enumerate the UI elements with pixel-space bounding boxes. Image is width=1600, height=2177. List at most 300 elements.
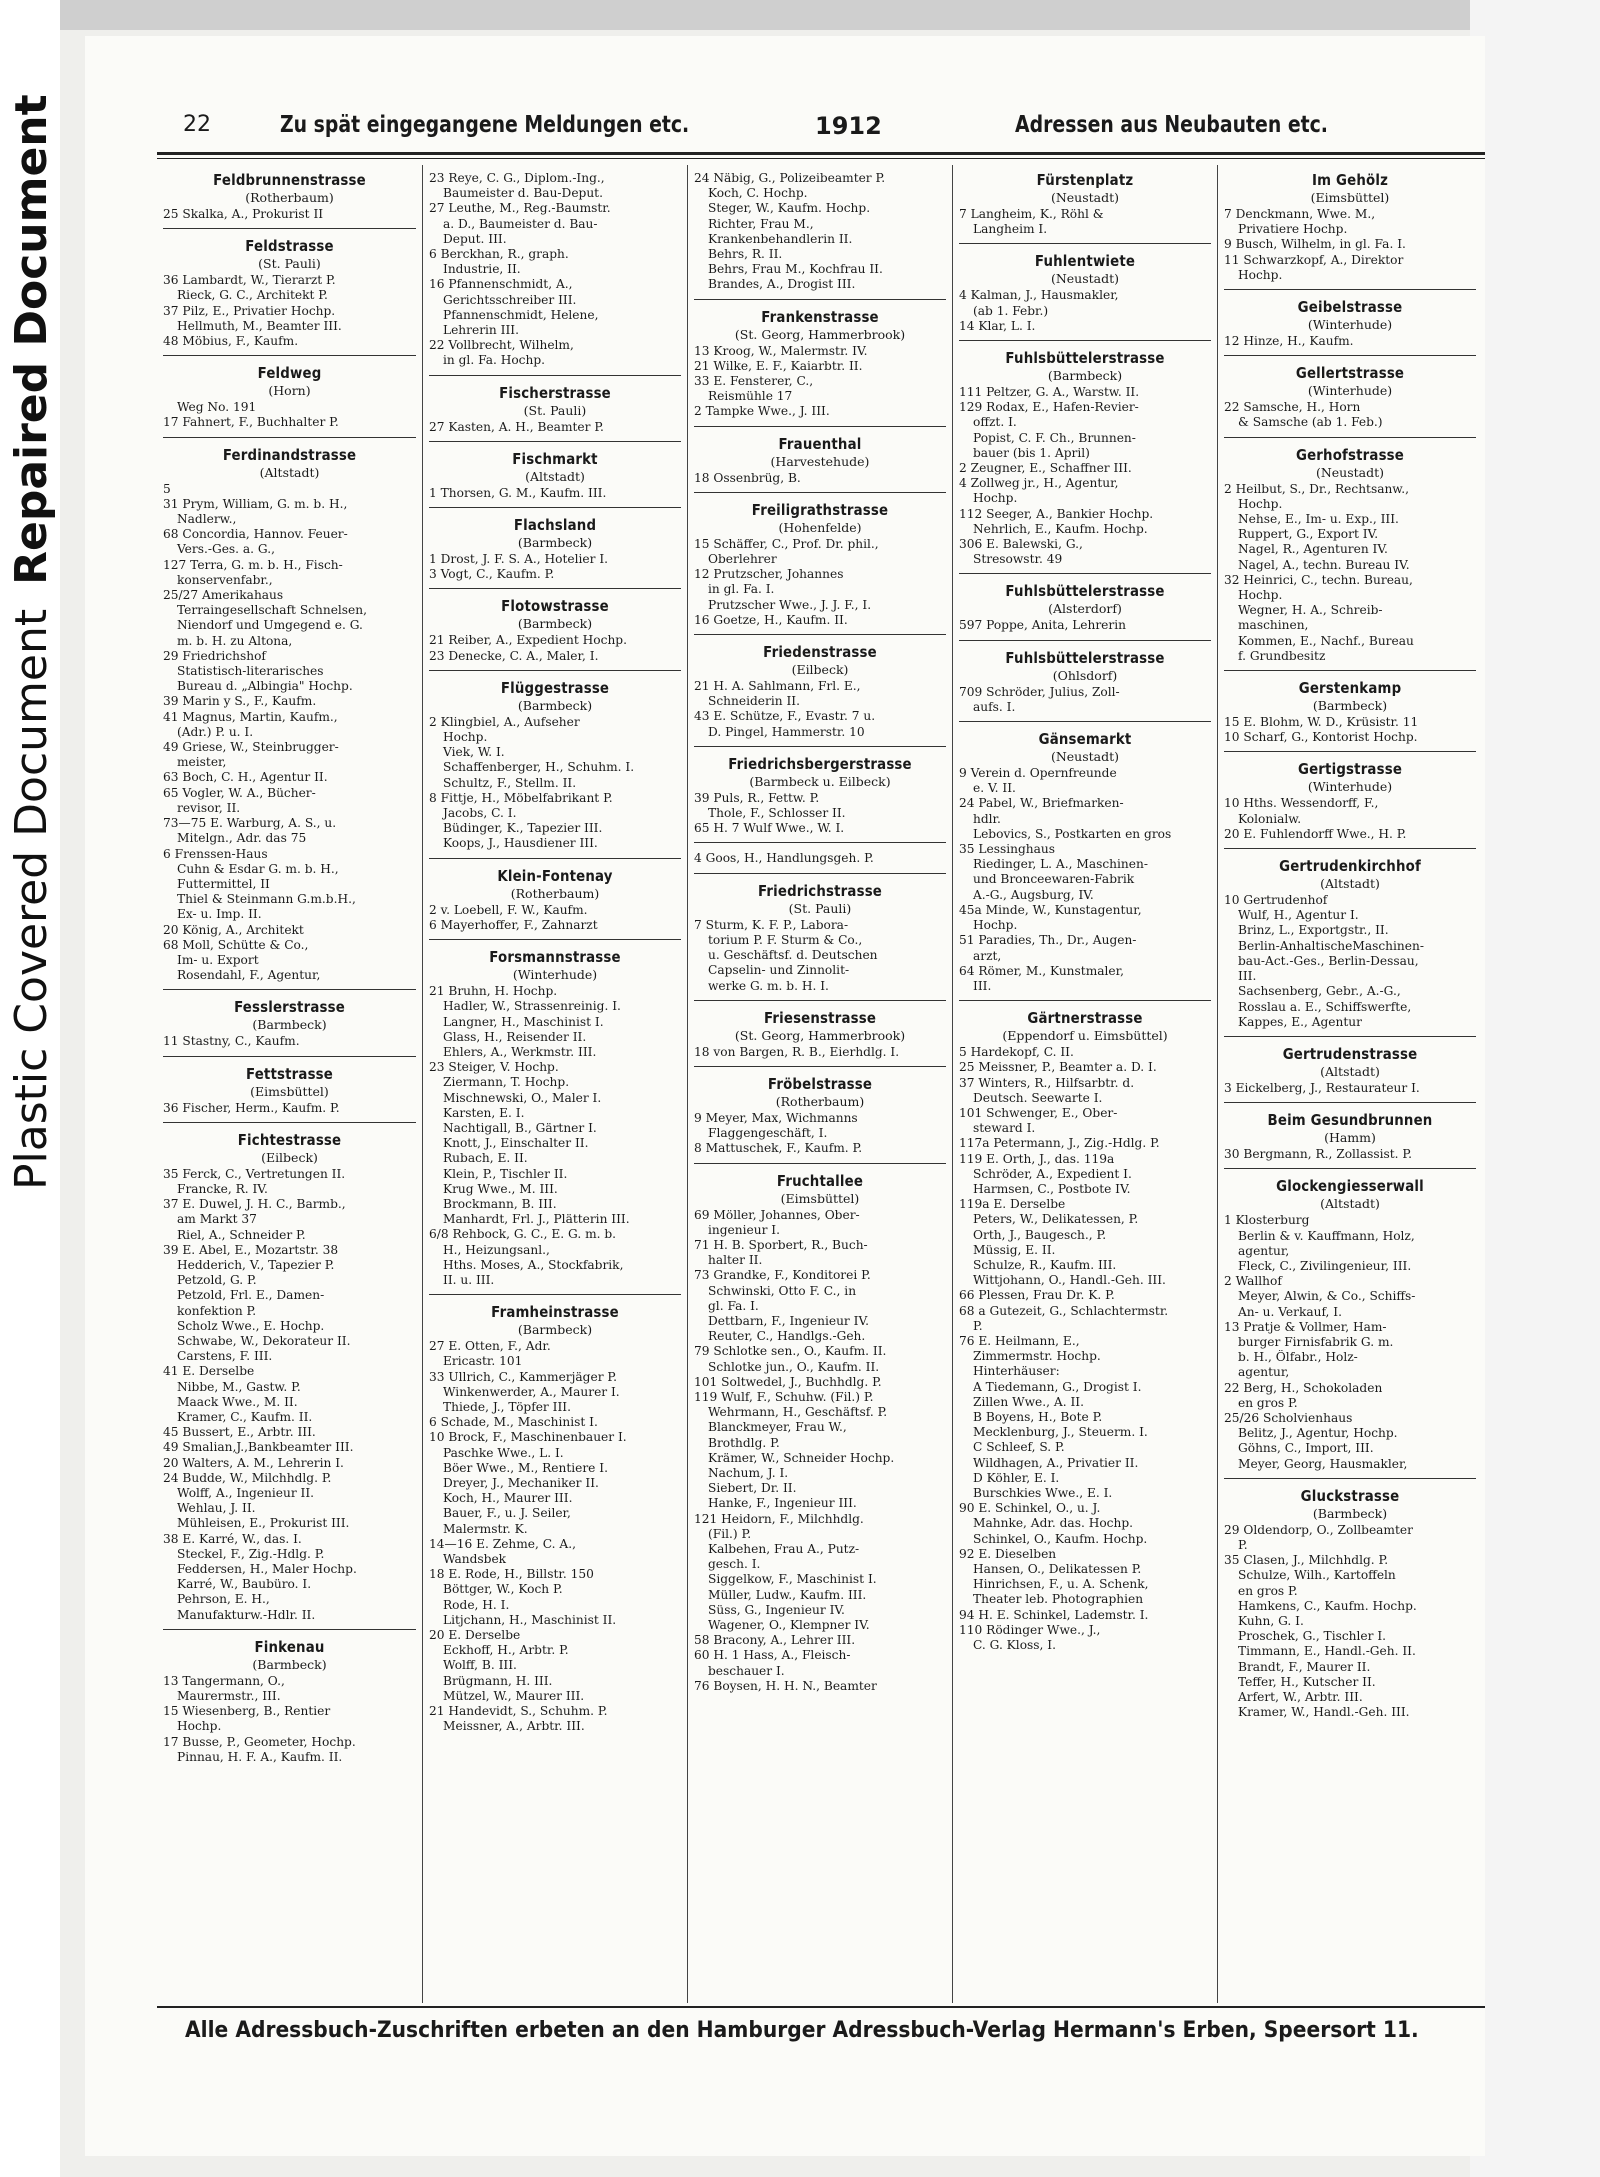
street-block bbox=[694, 873, 946, 994]
directory-entry: 21 Handevidt, S., Schuhm. P. bbox=[429, 1704, 608, 1719]
directory-entry: Zimmermstr. Hochp. bbox=[973, 1349, 1101, 1364]
directory-entry: Hinrichsen, F., u. A. Schenk, bbox=[973, 1577, 1149, 1592]
directory-entry: Wolff, A., Ingenieur II. bbox=[177, 1486, 315, 1500]
directory-entry: 29 Oldendorp, O., Zollbeamter bbox=[1224, 1522, 1413, 1537]
directory-entry: Reismühle 17 bbox=[708, 389, 793, 404]
street-block bbox=[959, 573, 1211, 633]
directory-entry: D Köhler, E. I. bbox=[973, 1470, 1060, 1485]
street-name: Flotowstrasse bbox=[501, 597, 609, 616]
directory-entry: 15 Wiesenberg, B., Rentier bbox=[163, 1704, 331, 1719]
street-block bbox=[163, 1629, 416, 1765]
directory-entry: Dreyer, J., Mechaniker II. bbox=[443, 1475, 599, 1490]
directory-entry: Bureau d. „Albingia" Hochp. bbox=[177, 679, 353, 694]
street-name: Gluckstrasse bbox=[1300, 1486, 1400, 1505]
street-district: (St. Georg, Hammerbrook) bbox=[734, 326, 906, 342]
directory-entry: 4 Zollweg jr., H., Agentur, bbox=[959, 476, 1119, 491]
directory-entry: Winkenwerder, A., Maurer I. bbox=[443, 1384, 620, 1399]
directory-entry: Nagel, R., Agenturen IV. bbox=[1238, 542, 1388, 557]
street-district: (Eilbeck) bbox=[791, 662, 849, 678]
directory-entry: 1 Drost, J. F. S. A., Hotelier I. bbox=[429, 552, 609, 567]
street-district: (Altstadt) bbox=[1320, 1196, 1380, 1212]
directory-entry: Hochp. bbox=[443, 730, 488, 745]
street-district: (Eilbeck) bbox=[261, 1149, 318, 1165]
directory-entry: Kramer, C., Kaufm. II. bbox=[177, 1409, 313, 1424]
directory-entry: 30 Bergmann, R., Zollassist. P. bbox=[1224, 1147, 1413, 1162]
directory-entry: Mützel, W., Maurer III. bbox=[443, 1688, 585, 1703]
directory-entry: 9 Meyer, Max, Wichmanns bbox=[694, 1110, 858, 1125]
directory-entry: f. Grundbesitz bbox=[1238, 648, 1326, 663]
street-name: Fischerstrasse bbox=[499, 383, 611, 402]
directory-entry: Kuhn, G. I. bbox=[1238, 1613, 1304, 1628]
directory-entry: Koch, C. Hochp. bbox=[708, 186, 808, 201]
directory-entry: Wagener, O., Klempner IV. bbox=[708, 1618, 870, 1632]
directory-entry: Kalbehen, Frau A., Putz- bbox=[708, 1541, 860, 1556]
street-name: Geibelstrasse bbox=[1297, 298, 1403, 317]
street-block bbox=[694, 634, 946, 740]
directory-entry: Terraingesellschaft Schnelsen, bbox=[177, 603, 367, 618]
directory-entry: Steger, W., Kaufm. Hochp. bbox=[708, 201, 871, 216]
directory-entry: Glass, H., Reisender II. bbox=[443, 1029, 587, 1044]
directory-entry: 22 Samsche, H., Horn bbox=[1224, 400, 1361, 415]
footer-rule bbox=[157, 2006, 1485, 2008]
directory-entry: 127 Terra, G. m. b. H., Fisch- bbox=[163, 557, 343, 572]
directory-entry: Bauer, F., u. J. Seiler, bbox=[443, 1506, 571, 1521]
directory-entry: 2 Wallhof bbox=[1224, 1274, 1282, 1289]
street-district: (Barmbeck) bbox=[1047, 368, 1123, 384]
directory-entry: Sachsenberg, Gebr., A.-G., bbox=[1238, 984, 1401, 999]
street-district: (Rotherbaum) bbox=[245, 190, 334, 205]
directory-entry: Brinz, L., Exportgstr., II. bbox=[1238, 923, 1389, 938]
directory-entry: Harmsen, C., Postbote IV. bbox=[973, 1181, 1131, 1196]
side-label-plastic: Plastic Covered Document bbox=[6, 608, 57, 1190]
directory-entry: Timmann, E., Handl.-Geh. II. bbox=[1238, 1644, 1416, 1659]
street-name: Fuhlentwiete bbox=[1034, 252, 1136, 271]
directory-entry: Stresowstr. 49 bbox=[973, 552, 1063, 567]
street-block bbox=[1224, 670, 1476, 745]
directory-entry: 11 Stastny, C., Kaufm. bbox=[163, 1034, 300, 1049]
street-name: Fichtestrasse bbox=[237, 1130, 342, 1149]
directory-entry: 51 Paradies, Th., Dr., Augen- bbox=[959, 933, 1137, 948]
directory-entry: 6 Frenssen-Haus bbox=[163, 846, 268, 861]
directory-entry: 12 Prutzscher, Johannes bbox=[694, 567, 844, 582]
street-name: Friedrichsbergerstrasse bbox=[728, 754, 912, 773]
street-district: (St. Pauli) bbox=[788, 900, 852, 916]
directory-entry: Im- u. Export bbox=[177, 952, 259, 967]
directory-entry: P. bbox=[973, 1318, 983, 1333]
street-district: (St. Pauli) bbox=[523, 402, 587, 418]
directory-entry: Schröder, A., Expedient I. bbox=[973, 1166, 1132, 1181]
directory-entry: Hochp. bbox=[177, 1719, 222, 1734]
directory-entry: Hochp. bbox=[1238, 267, 1283, 282]
street-district: (Barmbeck u. Eilbeck) bbox=[749, 773, 891, 789]
directory-entry: 76 Boysen, H. H. N., Beamter bbox=[694, 1678, 877, 1693]
street-block bbox=[959, 171, 1211, 237]
directory-entry: Schneiderin II. bbox=[708, 694, 800, 709]
street-name: Fesslerstrasse bbox=[234, 998, 345, 1017]
directory-entry: 20 Walters, A. M., Lehrerin I. bbox=[163, 1455, 344, 1470]
street-name: Flüggestrasse bbox=[500, 678, 610, 697]
street-block bbox=[163, 437, 416, 984]
directory-entry: Nachum, J. I. bbox=[708, 1465, 789, 1480]
street-district: (Eimsbüttel) bbox=[250, 1083, 329, 1099]
directory-entry: 14 Klar, L. I. bbox=[959, 318, 1036, 333]
directory-entry: Dettbarn, F., Ingenieur IV. bbox=[708, 1313, 869, 1328]
directory-entry: Klein, P., Tischler II. bbox=[443, 1166, 568, 1181]
right-strip bbox=[1470, 0, 1600, 2177]
directory-entry: Nachtigall, B., Gärtner I. bbox=[443, 1120, 597, 1135]
directory-entry: 63 Boch, C. H., Agentur II. bbox=[163, 770, 328, 785]
directory-entry: 119 E. Orth, J., das. 119a bbox=[959, 1151, 1115, 1166]
directory-entry: Süss, G., Ingenieur IV. bbox=[708, 1602, 845, 1617]
directory-entry: hdlr. bbox=[973, 811, 1001, 826]
directory-entry: Capselin- und Zinnolit- bbox=[708, 963, 850, 978]
directory-entry: Hochp. bbox=[973, 491, 1018, 506]
directory-entry: Thiede, J., Töpfer III. bbox=[443, 1399, 571, 1414]
street-block bbox=[429, 858, 681, 933]
directory-entry: a. D., Baumeister d. Bau- bbox=[443, 216, 598, 231]
directory-entry: burger Firnisfabrik G. m. bbox=[1238, 1334, 1394, 1349]
directory-entry: 306 E. Balewski, G., bbox=[959, 537, 1083, 552]
directory-entry: 111 Peltzer, G. A., Warstw. II. bbox=[959, 385, 1140, 400]
directory-entry: 101 Soltwedel, J., Buchhdlg. P. bbox=[694, 1374, 882, 1389]
directory-entry: III. bbox=[973, 978, 992, 993]
directory-entry: A.-G., Augsburg, IV. bbox=[973, 887, 1094, 902]
street-block bbox=[1224, 1168, 1476, 1471]
street-district: (Barmbeck) bbox=[517, 697, 593, 713]
directory-entry: 25 Skalka, A., Prokurist II bbox=[163, 207, 324, 221]
directory-entry: H., Heizungsanl., bbox=[443, 1242, 550, 1257]
directory-entry: 23 Steiger, V. Hochp. bbox=[429, 1060, 559, 1075]
directory-entry: 36 Fischer, Herm., Kaufm. P. bbox=[163, 1100, 340, 1115]
directory-entry: maschinen, bbox=[1238, 618, 1309, 633]
directory-entry: 65 Vogler, W. A., Bücher- bbox=[163, 785, 316, 800]
directory-entry: Hadler, W., Strassenreinig. I. bbox=[443, 999, 621, 1014]
street-name: Gertrudenstrasse bbox=[1282, 1044, 1418, 1063]
directory-entry: m. b. H. zu Altona, bbox=[177, 633, 293, 648]
directory-entry: 18 von Bargen, R. B., Eierhdlg. I. bbox=[694, 1044, 900, 1059]
directory-entry: 7 Denckmann, Wwe. M., bbox=[1224, 207, 1376, 221]
directory-entry: steward I. bbox=[973, 1121, 1036, 1136]
directory-entry: & Samsche (ab 1. Feb.) bbox=[1238, 415, 1383, 430]
directory-entry: Berlin & v. Kauffmann, Holz, bbox=[1238, 1228, 1415, 1243]
street-block bbox=[429, 670, 681, 852]
street-district: (Winterhude) bbox=[1307, 779, 1393, 795]
directory-entry: 20 König, A., Architekt bbox=[163, 922, 304, 937]
directory-entry: Brügmann, H. III. bbox=[443, 1673, 553, 1688]
street-district: (Rotherbaum) bbox=[510, 885, 600, 901]
directory-entry: Böer Wwe., M., Rentiere I. bbox=[443, 1460, 608, 1475]
directory-column bbox=[422, 165, 687, 2003]
directory-entry: (Fil.) P. bbox=[708, 1526, 752, 1541]
street-block bbox=[429, 441, 681, 501]
directory-entry: Reuter, C., Handlgs.-Geh. bbox=[708, 1329, 866, 1344]
directory-entry: Koch, H., Maurer III. bbox=[443, 1491, 573, 1506]
directory-entry: 24 Pabel, W., Briefmarken- bbox=[959, 796, 1124, 811]
directory-entry: 117a Petermann, J., Zig.-Hdlg. P. bbox=[959, 1136, 1160, 1151]
directory-entry: am Markt 37 bbox=[177, 1212, 257, 1227]
directory-entry: 37 E. Duwel, J. H. C., Barmb., bbox=[163, 1197, 346, 1212]
directory-entry: agentur, bbox=[1238, 1365, 1290, 1380]
street-district: (Barmbeck) bbox=[252, 1017, 327, 1033]
directory-entry: Peters, W., Delikatessen, P. bbox=[973, 1212, 1139, 1227]
directory-entry: Petzold, Frl. E., Damen- bbox=[177, 1288, 325, 1303]
header-left-title: Zu spät eingegangene Meldungen etc. bbox=[280, 112, 690, 138]
directory-entry: 7 Langheim, K., Röhl & bbox=[959, 207, 1104, 221]
directory-entry: Fleck, C., Zivilingenieur, III. bbox=[1238, 1258, 1412, 1273]
directory-entry: Brandes, A., Drogist III. bbox=[708, 277, 856, 292]
directory-entry: Thole, F., Schlosser II. bbox=[708, 806, 846, 821]
street-name: Fischmarkt bbox=[512, 449, 598, 468]
directory-entry: 4 Goos, H., Handlungsgeh. P. bbox=[694, 851, 874, 866]
directory-entry: Brockmann, B. III. bbox=[443, 1196, 557, 1211]
directory-entry: 92 E. Dieselben bbox=[959, 1546, 1057, 1561]
directory-entry: Krug Wwe., M. III. bbox=[443, 1181, 558, 1196]
directory-entry: 73—75 E. Warburg, A. S., u. bbox=[163, 816, 337, 831]
street-block bbox=[1224, 1102, 1476, 1162]
directory-entry: 76 E. Heilmann, E., bbox=[959, 1333, 1080, 1348]
directory-entry: 11 Schwarzkopf, A., Direktor bbox=[1224, 252, 1404, 267]
street-district: (Barmbeck) bbox=[517, 535, 593, 551]
street-name: Fürstenplatz bbox=[1036, 171, 1134, 189]
directory-entry: 24 Näbig, G., Polizeibeamter P. bbox=[694, 171, 886, 185]
directory-entry: Hanke, F., Ingenieur III. bbox=[708, 1496, 857, 1511]
directory-entry: konservenfabr., bbox=[177, 572, 273, 587]
street-name: Gänsemarkt bbox=[1038, 730, 1132, 749]
directory-entry: Francke, R. IV. bbox=[177, 1181, 268, 1196]
directory-entry: Krankenbehandlerin II. bbox=[708, 231, 853, 246]
directory-entry: 20 E. Fuhlendorff Wwe., H. P. bbox=[1224, 826, 1407, 841]
directory-entry: Krämer, W., Schneider Hochp. bbox=[708, 1450, 895, 1465]
street-name: Glockengiesserwall bbox=[1276, 1177, 1424, 1196]
directory-entry: 32 Heinrici, C., techn. Bureau, bbox=[1224, 572, 1413, 587]
directory-entry: 13 Tangermann, O., bbox=[163, 1673, 285, 1688]
directory-entry: Ziermann, T. Hochp. bbox=[443, 1075, 570, 1090]
street-name: Friedenstrasse bbox=[763, 643, 877, 662]
directory-entry: Burschkies Wwe., E. I. bbox=[973, 1486, 1113, 1500]
directory-entry: 79 Schlotke sen., O., Kaufm. II. bbox=[694, 1344, 887, 1359]
directory-entry: Hochp. bbox=[1238, 496, 1283, 511]
street-block bbox=[163, 989, 416, 1049]
directory-entry: 71 H. B. Sporbert, R., Buch- bbox=[694, 1237, 868, 1252]
street-name: Gerstenkamp bbox=[1298, 679, 1402, 698]
directory-entry: 121 Heidorn, F., Milchhdlg. bbox=[694, 1511, 864, 1526]
street-name: Flachsland bbox=[513, 516, 597, 535]
directory-entry: Wehrmann, H., Geschäftsf. P. bbox=[708, 1405, 888, 1420]
street-block bbox=[429, 588, 681, 663]
directory-entry: gesch. I. bbox=[708, 1557, 761, 1572]
directory-entry: Zillen Wwe., A. II. bbox=[973, 1394, 1084, 1409]
directory-entry: Behrs, Frau M., Kochfrau II. bbox=[708, 262, 883, 277]
street-block bbox=[694, 1066, 946, 1157]
footer-notice: Alle Adressbuch-Zuschriften erbeten an den Hamburger Adressbuch-Verlag Hermann's Erben, Speersort 11. bbox=[185, 2018, 1419, 2043]
directory-entry: Weg No. 191 bbox=[177, 400, 257, 415]
directory-entry: Brothdlg. P. bbox=[708, 1435, 780, 1450]
directory-entry: 49 Griese, W., Steinbrugger- bbox=[163, 740, 339, 755]
street-district: (Altstadt) bbox=[525, 468, 585, 484]
directory-entry: Popist, C. F. Ch., Brunnen- bbox=[973, 430, 1136, 445]
street-district: (St. Georg, Hammerbrook) bbox=[734, 1027, 906, 1043]
street-district: (Eimsbüttel) bbox=[1310, 190, 1390, 205]
street-block bbox=[694, 842, 946, 866]
directory-entry: Meyer, Georg, Hausmakler, bbox=[1238, 1456, 1408, 1471]
directory-entry: 17 Fahnert, F., Buchhalter P. bbox=[163, 415, 339, 430]
directory-entry: 119 Wulf, F., Schuhw. (Fil.) P. bbox=[694, 1389, 874, 1404]
street-block bbox=[429, 507, 681, 582]
directory-entry: Langner, H., Maschinist I. bbox=[443, 1014, 604, 1029]
directory-entry: Mischnewski, O., Maler I. bbox=[443, 1090, 602, 1105]
directory-entry: Rosslau a. E., Schiffswerfte, bbox=[1238, 999, 1412, 1014]
directory-entry: Büdinger, K., Tapezier III. bbox=[443, 821, 603, 836]
directory-entry: 1 Thorsen, G. M., Kaufm. III. bbox=[429, 485, 607, 500]
directory-column bbox=[687, 165, 952, 2003]
directory-entry: Wittjohann, O., Handl.-Geh. III. bbox=[973, 1273, 1166, 1288]
street-name: Fröbelstrasse bbox=[767, 1074, 873, 1093]
directory-entry: Wehlau, J. II. bbox=[177, 1501, 256, 1516]
directory-entry: Mecklenburg, J., Steuerm. I. bbox=[973, 1425, 1148, 1440]
street-name: Fettstrasse bbox=[245, 1064, 334, 1083]
directory-entry: Cuhn & Esdar G. m. b. H., bbox=[177, 861, 339, 876]
directory-entry: 45a Minde, W., Kunstagentur, bbox=[959, 902, 1142, 917]
side-label-repaired: Repaired Document bbox=[6, 94, 57, 585]
street-block bbox=[959, 721, 1211, 994]
directory-entry: Carstens, F. III. bbox=[177, 1349, 273, 1364]
directory-entry: Ruppert, G., Export IV. bbox=[1238, 527, 1379, 542]
directory-entry: revisor, II. bbox=[177, 800, 241, 815]
street-district: (Hamm) bbox=[1324, 1130, 1376, 1146]
street-district: (Eppendorf u. Eimsbüttel) bbox=[1002, 1028, 1168, 1044]
directory-entry: Feddersen, H., Maler Hochp. bbox=[177, 1562, 357, 1577]
directory-entry: ingenieur I. bbox=[708, 1222, 780, 1237]
street-block bbox=[694, 1000, 946, 1060]
directory-entry: 110 Rödinger Wwe., J., bbox=[959, 1622, 1101, 1637]
directory-entry: Rode, H. I. bbox=[443, 1597, 510, 1612]
directory-entry: Jacobs, C. I. bbox=[443, 806, 517, 821]
directory-entry: Hansen, O., Delikatessen P. bbox=[973, 1562, 1142, 1577]
directory-entry: Kommen, E., Nachf., Bureau bbox=[1238, 633, 1414, 648]
directory-entry: Siggelkow, F., Maschinist I. bbox=[708, 1572, 877, 1587]
page-number: 22 bbox=[183, 112, 211, 137]
directory-entry: 25/27 Amerikahaus bbox=[163, 588, 284, 603]
street-district: (Neustadt) bbox=[1315, 464, 1385, 480]
street-name: Klein-Fontenay bbox=[497, 866, 613, 885]
directory-entry: 15 Schäffer, C., Prof. Dr. phil., bbox=[694, 536, 879, 551]
directory-entry: Industrie, II. bbox=[443, 262, 521, 277]
directory-entry: Siebert, Dr. II. bbox=[708, 1481, 797, 1496]
directory-entry: Riedinger, L. A., Maschinen- bbox=[973, 857, 1148, 872]
directory-entry: Langheim I. bbox=[973, 222, 1048, 237]
directory-entry: Hths. Moses, A., Stockfabrik, bbox=[443, 1257, 624, 1272]
directory-entry: Müller, Ludw., Kaufm. III. bbox=[708, 1587, 867, 1602]
directory-entry: 9 Busch, Wilhelm, in gl. Fa. I. bbox=[1224, 237, 1406, 252]
directory-entry: Hochp. bbox=[1238, 588, 1283, 603]
directory-entry: 6 Berckhan, R., graph. bbox=[429, 247, 569, 262]
directory-entry: Malermstr. K. bbox=[443, 1521, 528, 1536]
directory-entry: Belitz, J., Agentur, Hochp. bbox=[1238, 1426, 1398, 1441]
directory-entry: Futtermittel, II bbox=[177, 876, 270, 891]
directory-entry: 94 H. E. Schinkel, Lademstr. I. bbox=[959, 1607, 1149, 1622]
directory-entry: Nagel, A., techn. Bureau IV. bbox=[1238, 557, 1410, 572]
directory-entry: 23 Reye, C. G., Diplom.-Ing., bbox=[429, 171, 605, 185]
directory-entry: halter II. bbox=[708, 1253, 763, 1268]
directory-entry: 68 Moll, Schütte & Co., bbox=[163, 937, 309, 952]
side-label bbox=[6, 94, 57, 1190]
street-block bbox=[1224, 751, 1476, 842]
directory-entry: 13 Kroog, W., Malermstr. IV. bbox=[694, 343, 868, 358]
directory-entry: 12 Hinze, H., Kaufm. bbox=[1224, 334, 1354, 349]
header-rule bbox=[157, 152, 1485, 155]
directory-entry: 709 Schröder, Julius, Zoll- bbox=[959, 684, 1120, 699]
street-district: (Neustadt) bbox=[1050, 190, 1120, 205]
directory-entry: 9 Verein d. Opernfreunde bbox=[959, 766, 1117, 781]
directory-entry: Scholz Wwe., E. Hochp. bbox=[177, 1318, 325, 1333]
directory-entry: en gros P. bbox=[1238, 1583, 1298, 1598]
directory-entry: Mahnke, Adr. das. Hochp. bbox=[973, 1516, 1134, 1531]
directory-entry: Richter, Frau M., bbox=[708, 216, 814, 231]
directory-entry: beschauer I. bbox=[708, 1663, 785, 1678]
directory-entry: 13 Pratje & Vollmer, Ham- bbox=[1224, 1319, 1387, 1334]
directory-entry: Oberlehrer bbox=[708, 552, 777, 567]
page-header bbox=[100, 108, 1400, 148]
directory-entry: Maack Wwe., M. II. bbox=[177, 1394, 298, 1409]
street-name: Fuhlsbüttelerstrasse bbox=[1005, 648, 1165, 667]
street-district: (Horn) bbox=[268, 383, 311, 399]
street-block bbox=[1224, 848, 1476, 1030]
directory-entry: 15 E. Blohm, W. D., Krüsistr. 11 bbox=[1224, 715, 1419, 730]
directory-column bbox=[157, 165, 422, 2003]
street-district: (Hohenfelde) bbox=[778, 519, 862, 535]
street-name: Fuhlsbüttelerstrasse bbox=[1005, 582, 1165, 601]
directory-entry: 21 Bruhn, H. Hochp. bbox=[429, 984, 558, 999]
directory-entry: Nehse, E., Im- u. Exp., III. bbox=[1238, 512, 1399, 527]
directory-entry: 597 Poppe, Anita, Lehrerin bbox=[959, 618, 1126, 633]
directory-entry: 45 Bussert, E., Arbtr. III. bbox=[163, 1425, 316, 1440]
directory-entry: Wildhagen, A., Privatier II. bbox=[973, 1455, 1139, 1470]
street-block bbox=[429, 375, 681, 435]
street-name: Gertigstrasse bbox=[1297, 760, 1403, 779]
directory-entry: Rieck, G. C., Architekt P. bbox=[177, 288, 328, 303]
directory-entry: Ex- u. Imp. II. bbox=[177, 907, 262, 922]
street-block bbox=[694, 171, 946, 293]
directory-entry: Schulze, R., Kaufm. III. bbox=[973, 1257, 1117, 1272]
directory-entry: Gerichtsschreiber III. bbox=[443, 292, 577, 307]
directory-entry: Litjchann, H., Maschinist II. bbox=[443, 1612, 617, 1627]
directory-entry: 41 E. Derselbe bbox=[163, 1364, 255, 1379]
directory-entry: Hedderich, V., Tapezier P. bbox=[177, 1257, 335, 1272]
directory-entry: 33 Ullrich, C., Kammerjäger P. bbox=[429, 1369, 617, 1384]
directory-entry: Wandsbek bbox=[443, 1552, 507, 1566]
directory-entry: Baumeister d. Bau-Deput. bbox=[443, 186, 603, 201]
street-district: (Barmbeck) bbox=[517, 1322, 593, 1338]
directory-entry: 37 Pilz, E., Privatier Hochp. bbox=[163, 303, 336, 318]
street-name: Fruchtallee bbox=[776, 1171, 864, 1190]
directory-entry: Böttger, W., Koch P. bbox=[443, 1582, 563, 1597]
directory-entry: Schlotke jun., O., Kaufm. II. bbox=[708, 1359, 880, 1374]
directory-entry: 29 Friedrichshof bbox=[163, 648, 266, 663]
directory-entry: Arfert, W., Arbtr. III. bbox=[1238, 1690, 1363, 1704]
directory-entry: torium P. F. Sturm & Co., bbox=[708, 932, 863, 947]
directory-entry: in gl. Fa. I. bbox=[708, 582, 775, 597]
directory-entry: bau-Act.-Ges., Berlin-Dessau, bbox=[1238, 953, 1419, 968]
directory-entry: Wulf, H., Agentur I. bbox=[1238, 908, 1359, 923]
directory-entry: 8 Fittje, H., Möbelfabrikant P. bbox=[429, 790, 613, 805]
directory-entry: Pinnau, H. F. A., Kaufm. II. bbox=[177, 1749, 343, 1764]
directory-entry: Müssig, E. II. bbox=[973, 1242, 1056, 1257]
directory-entry: C. G. Kloss, I. bbox=[973, 1638, 1056, 1653]
directory-entry: 2 Klingbiel, A., Aufseher bbox=[429, 714, 580, 729]
street-district: (Altstadt) bbox=[259, 464, 320, 480]
directory-entry: 38 E. Karré, W., das. I. bbox=[163, 1531, 302, 1546]
directory-entry: 27 Leuthe, M., Reg.-Baumstr. bbox=[429, 201, 611, 216]
